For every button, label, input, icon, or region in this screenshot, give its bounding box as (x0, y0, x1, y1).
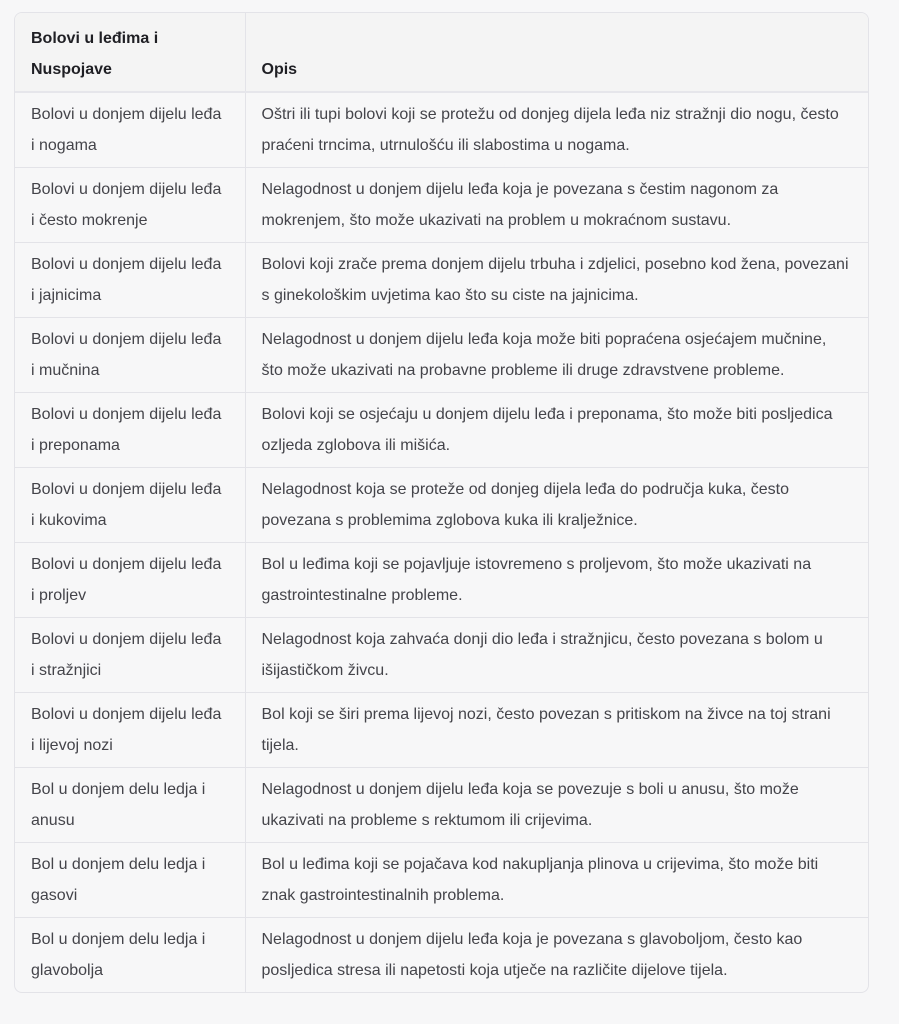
condition-cell: Bolovi u donjem dijelu leđa i često mokrenje (15, 168, 245, 243)
table-row (15, 168, 868, 243)
condition-cell: Bolovi u donjem dijelu leđa i jajnicima (15, 243, 245, 318)
condition-cell: Bolovi u donjem dijelu leđa i mučnina (15, 318, 245, 393)
description-cell: Oštri ili tupi bolovi koji se protežu od donjeg dijela leđa niz stražnji dio nogu, često praćeni trncima, utrnulošću ili slabostima u nogama. (245, 92, 868, 168)
table-row (15, 693, 868, 768)
table-body (15, 92, 868, 992)
condition-cell: Bol u donjem delu ledja i anusu (15, 768, 245, 843)
table-row (15, 393, 868, 468)
table-row (15, 618, 868, 693)
description-cell: Nelagodnost u donjem dijelu leđa koja se povezuje s boli u anusu, što može ukazivati na probleme s rektumom ili crijevima. (245, 768, 868, 843)
condition-cell: Bol u donjem delu ledja i glavobolja (15, 918, 245, 993)
symptoms-table-container (14, 12, 869, 993)
table-row (15, 918, 868, 993)
condition-cell: Bolovi u donjem dijelu leđa i proljev (15, 543, 245, 618)
table-row (15, 468, 868, 543)
condition-cell: Bolovi u donjem dijelu leđa i nogama (15, 92, 245, 168)
condition-cell: Bolovi u donjem dijelu leđa i stražnjici (15, 618, 245, 693)
description-cell: Bol koji se širi prema lijevoj nozi, često povezan s pritiskom na živce na toj strani tijela. (245, 693, 868, 768)
table-row (15, 543, 868, 618)
description-cell: Nelagodnost koja zahvaća donji dio leđa i stražnjicu, često povezana s bolom u išijastičkom živcu. (245, 618, 868, 693)
header-description: Opis (245, 13, 868, 92)
table-row (15, 843, 868, 918)
table-row (15, 243, 868, 318)
table-row (15, 92, 868, 168)
description-cell: Bol u leđima koji se pojavljuje istovremeno s proljevom, što može ukazivati na gastrointestinalne probleme. (245, 543, 868, 618)
symptoms-table (15, 13, 868, 992)
description-cell: Bol u leđima koji se pojačava kod nakupljanja plinova u crijevima, što može biti znak gastrointestinalnih problema. (245, 843, 868, 918)
description-cell: Bolovi koji zrače prema donjem dijelu trbuha i zdjelici, posebno kod žena, povezani s ginekološkim uvjetima kao što su ciste na jajnicima. (245, 243, 868, 318)
description-cell: Nelagodnost u donjem dijelu leđa koja je povezana s glavoboljom, često kao posljedica stresa ili napetosti koja utječe na različite dijelove tijela. (261, 931, 803, 979)
header-condition: Bolovi u leđima i Nuspojave (15, 13, 245, 92)
condition-cell: Bolovi u donjem dijelu leđa i lijevoj nozi (15, 693, 245, 768)
description-cell: Nelagodnost koja se proteže od donjeg dijela leđa do područja kuka, često povezana s problemima zglobova kuka ili kralježnice. (245, 468, 868, 543)
table-row (15, 768, 868, 843)
description-cell: Nelagodnost u donjem dijelu leđa koja može biti popraćena osjećajem mučnine, što može ukazivati na probavne probleme ili druge zdravstvene probleme. (245, 318, 868, 393)
condition-cell: Bolovi u donjem dijelu leđa i kukovima (15, 468, 245, 543)
condition-cell: Bol u donjem delu ledja i gasovi (15, 843, 245, 918)
condition-cell: Bolovi u donjem dijelu leđa i preponama (15, 393, 245, 468)
description-cell: Nelagodnost u donjem dijelu leđa koja je povezana s čestim nagonom za mokrenjem, što može ukazivati na problem u mokraćnom sustavu. (245, 168, 868, 243)
table-row (15, 318, 868, 393)
header-row (15, 13, 868, 92)
description-cell: Bolovi koji se osjećaju u donjem dijelu leđa i preponama, što može biti posljedica ozljeda zglobova ili mišića. (245, 393, 868, 468)
table-header (15, 13, 868, 92)
